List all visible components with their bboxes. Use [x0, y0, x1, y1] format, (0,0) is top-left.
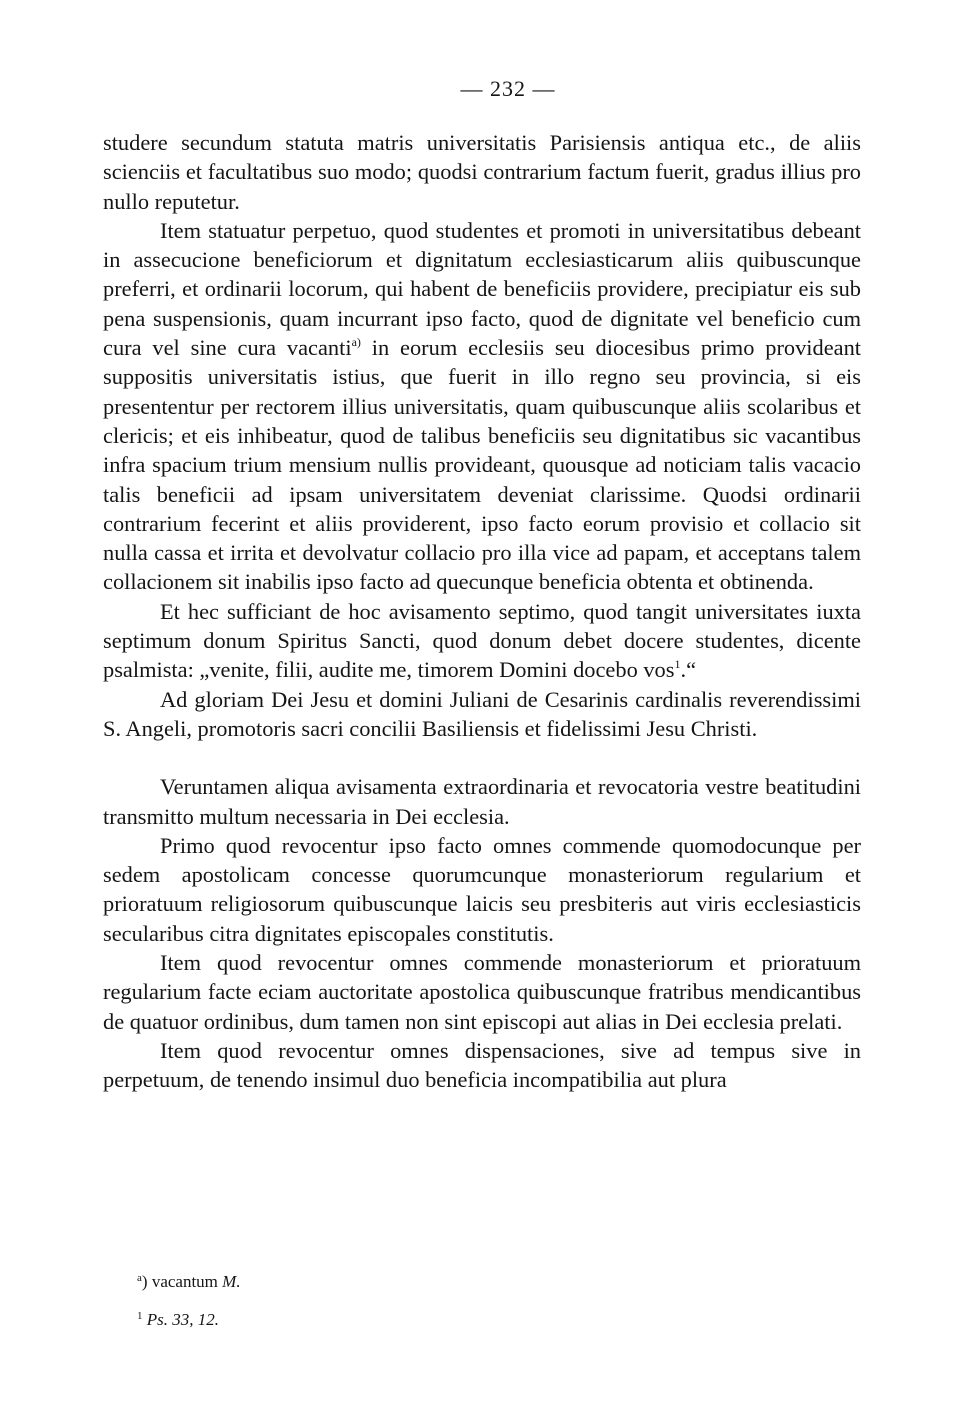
paragraph — [103, 597, 861, 685]
paragraph-text-continued: in eorum ecclesiis seu diocesibus primo provideant suppositis universitatis istius, que fuerit in illo regno seu provincia, si eis presententur per rectorem illius universitatis, quam quibuscunque aliis scolaribus et clericis; et eis inhibeatur, quod de talibus beneficiis seu dignitatibus sic vacantibus infra spacium trium mensium nullis provideant, quousque ad noticiam talis vacacio talis beneficii ad ipsam universitatem deveniat clarissime. Quodsi ordinarii contrarium fecerint et aliis providerent, ipso facto eorum provisio et collacio sit nulla cassa et irrita et devolvatur collacio pro illa vice ad papam, et acceptans talem collacionem sit inabilis ipso facto ad quecunque beneficia obtenta et obtinenda. — [103, 335, 862, 595]
paragraph — [103, 948, 861, 1036]
paragraph — [103, 772, 861, 831]
footnote-mark: a — [137, 1272, 142, 1284]
footnote-marker: a) — [351, 335, 361, 350]
paragraph — [103, 831, 861, 948]
paragraph-text: Item quod revocentur omnes dispensaciones, sive ad tempus sive in perpetuum, de tenendo insimul duo beneficia incompatibilia aut plura — [103, 1037, 861, 1093]
paragraph — [103, 216, 861, 597]
footnotes — [137, 1272, 737, 1348]
paragraph — [103, 685, 861, 744]
paragraph-text: Ad gloriam Dei Jesu et domini Juliani de Cesarinis cardinalis reverendissimi S. Angeli, promotoris sacri concilii Basiliensis et fidelissimi Jesu Christi. — [103, 686, 861, 741]
paragraph-text: Veruntamen aliqua avisamenta extraordinaria et revocatoria vestre beatitudini transmitto multum necessaria in Dei ecclesia. — [103, 774, 861, 829]
paragraph-text: studere secundum statuta matris universitatis Parisiensis antiqua etc., de aliis scienciis et facultatibus suo modo; quodsi contrarium factum fuerit, gradus illius pro nullo reputetur. — [103, 130, 861, 214]
footnote-reference: Ps. 33, 12. — [146, 1310, 219, 1329]
section-gap — [103, 743, 861, 772]
main-text — [103, 128, 861, 1095]
paragraph-text: Item quod revocentur omnes commende monasteriorum et prioratuum regularium facte eciam auctoritate apostolica quibuscunque fratribus mendicantibus de quatuor ordinibus, dum tamen non sint episcopi aut alias in Dei ecclesia prelati. — [103, 950, 861, 1034]
page-number: — 232 — — [460, 76, 556, 101]
paragraph-text-continued: .“ — [680, 657, 697, 683]
footnote-mark: 1 — [137, 1310, 143, 1322]
footnote-marker: 1 — [674, 657, 681, 672]
footnote-paren: ) — [141, 1272, 148, 1291]
footnote-siglum: M. — [222, 1272, 241, 1291]
paragraph-text: Et hec sufficiant de hoc avisamento septimo, quod tangit universitates iuxta septimum donum Spiritus Sancti, quod donum debet docere studentes, dicente psalmista: „venite, filii, audite me, timorem Domini docebo vos — [103, 598, 861, 683]
footnote-text: vacantum — [147, 1272, 223, 1291]
footnote — [137, 1272, 737, 1292]
paragraph — [103, 128, 861, 216]
footnote — [137, 1310, 737, 1330]
paragraph-text: Item statuatur perpetuo, quod studentes et promoti in universitatibus debeant in assecucione beneficiorum et dignitatum ecclesiasticarum aliis quibuscunque preferri, et ordinarii locorum, qui habent de beneficiis providere, precipiatur eis sub pena suspensionis, quam incurrant ipso facto, quod de dignitate vel beneficio cum cura vel sine cura vacanti — [103, 217, 861, 361]
paragraph — [103, 1036, 861, 1095]
paragraph-text: Primo quod revocentur ipso facto omnes commende quomodocunque per sedem apostolicam concesse quorumcunque monasteriorum regularium et prioratuum religiosorum quibuscunque laicis seu presbiteris aut viris ecclesiasticis secularibus citra dignitates episcopales constitutis. — [103, 832, 861, 946]
